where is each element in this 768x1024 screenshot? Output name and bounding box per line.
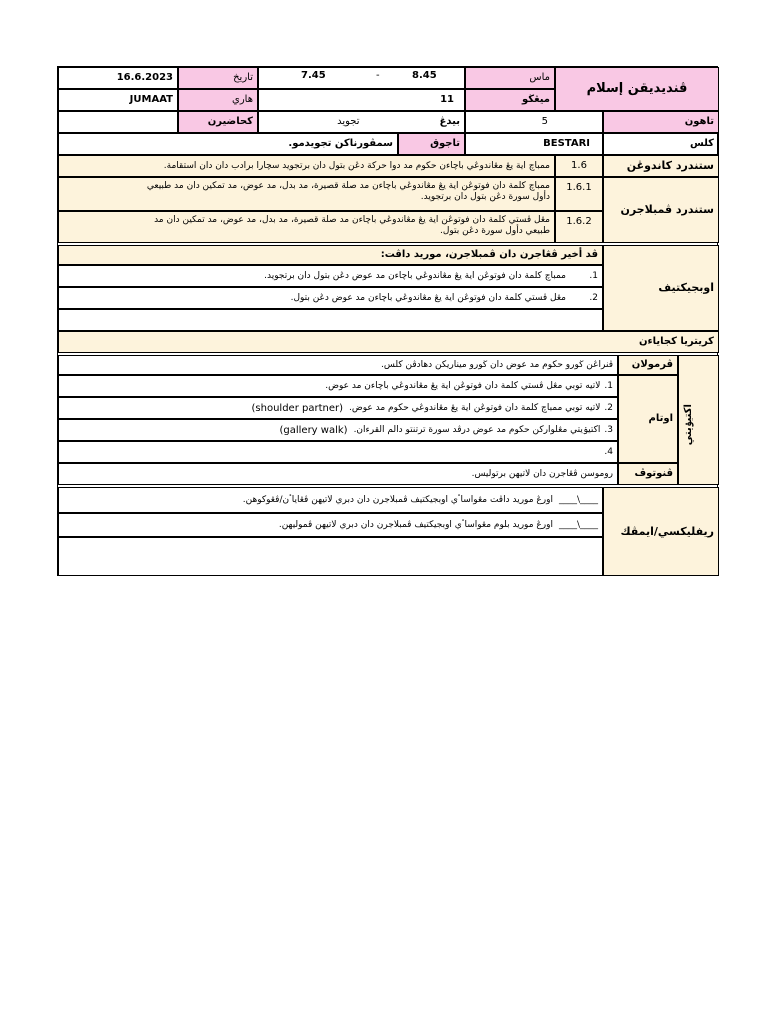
time-value [258,67,465,89]
content-standard-text-value: ممباچ اية يڠ مڠاندوڠي باچاءن حكوم مد دوا حركة دڠن بتول دان برتجويد سچارا برادب دان دان استقامة. [163,160,550,171]
main-item-1 [58,375,618,397]
main-item-2-text: لاتيه توبي ممباچ كلمة دان فوتوڠن اية يڠ مڠاندوڠي حكوم مد عوض. [349,402,601,413]
reflection-1-blank: ____\____ [558,494,598,505]
closing-text-value: روموسن ڤڠاجرن دان لاتيهن برتوليس. [471,468,613,479]
topic-value [58,133,398,155]
week-value [258,89,465,111]
objectives-heading-text: ڤد أخير ڤڠاجرن دان ڤمبلاجرن، موريد داڤت: [380,249,598,260]
week-label-text: ميڠڬو [521,94,550,105]
learning-standard-code-2 [555,211,603,243]
main-item-4-num: 4. [604,446,613,457]
content-standard-code-text: 1.6 [571,160,587,171]
main-item-3-tag: (gallery walk) [279,424,348,436]
date-value [58,67,178,89]
closing-text [58,463,618,485]
day-value [58,89,178,111]
objective-row-empty [58,309,603,331]
main-item-4 [58,441,618,463]
objectives-heading [58,245,603,265]
time-end: 8.45 [412,70,437,81]
learning-standard-code-2-text: 1.6.2 [566,216,592,227]
time-dash: - [376,70,380,81]
main-item-2-tag: (shoulder partner) [251,402,343,414]
year-value-text: 5 [541,116,548,127]
objective-1-num: 1. [589,270,598,281]
main-item-2-num: 2. [604,402,613,413]
time-label [465,67,555,89]
learning-standard-2-line2: طبيعي دأول سورة دڠن بتول. [439,226,550,236]
topic-label [398,133,465,155]
objectives-label-text: اوبجيكتيف [658,281,714,294]
reflection-item-2 [58,513,603,537]
opening-label-text: ڤرمولان [631,359,673,370]
objectives-label [603,245,719,331]
topic-label-text: تاجوق [430,138,460,149]
reflection-empty [58,537,603,576]
topic-value-text: سمڤورناكن تجويدمو. [288,138,393,149]
year-label [603,111,719,133]
reflection-item-1 [58,487,603,513]
objective-2-num: 2. [589,292,598,303]
class-value [465,133,603,155]
learning-standard-label [603,177,719,243]
content-standard-text [58,155,555,177]
subject-title-text: ڤنديديقن إسلام [586,81,688,96]
learning-standard-label-text: ستندرد ڤمبلاجرن [620,203,714,216]
attendance-value [58,111,178,133]
activities-side-label: اكتيۏيتي [683,404,694,446]
closing-label [618,463,678,485]
field-value-text: تجويد [337,116,360,127]
date-label [178,67,258,89]
attendance-label [178,111,258,133]
content-standard-code [555,155,603,177]
year-value [465,111,603,133]
learning-standard-code-1 [555,177,603,211]
learning-standard-1-line2: دأول سورة دڠن بتول دان برتجويد. [420,192,550,202]
class-label [603,133,719,155]
main-item-3-num: 3. [604,424,613,435]
field-value [258,111,465,133]
week-label [465,89,555,111]
main-item-2 [58,397,618,419]
date-value-text: 16.6.2023 [116,72,173,83]
reflection-2-blank: ____\____ [558,519,598,530]
attendance-label-text: كحاضيرن [207,116,253,127]
success-criteria-label: كريتريا كجاياءن [638,336,714,347]
main-item-1-text: لاتيه توبي مڠل ڤستي كلمة دان فوتوڠن اية يڠ مڠاندوڠي باچاءن مد عوض. [325,380,601,391]
time-label-text: ماس [529,72,550,83]
learning-standard-item-1 [58,177,555,211]
day-label [178,89,258,111]
day-label-text: هاري [232,94,253,105]
day-value-text: JUMAAT [129,94,173,105]
reflection-label-text: ريفليكسي/ايمڤك [620,524,714,538]
learning-standard-code-1-text: 1.6.1 [566,182,592,193]
objective-row-1 [58,265,603,287]
main-item-1-num: 1. [604,380,613,391]
time-start: 7.45 [301,70,326,81]
success-criteria-row [58,331,719,353]
content-standard-label-text: ستندرد كاندوڠن [626,159,714,172]
content-standard-label [603,155,719,177]
class-value-text: BESTARI [543,138,590,149]
reflection-label [603,487,719,576]
reflection-2-text: اورڠ موريد بلوم مڠواساٴي اوبجيكتيف ڤمبلاجرن دان دبري لاتيهن ڤموليهن. [278,519,553,530]
opening-label [618,355,678,375]
objective-row-2 [58,287,603,309]
learning-standard-1-line1: ممباچ كلمة دان فوتوڠن اية يڠ مڠاندوڠي باچاءن مد صلة قصيرة، مد بدل، مد عوض، مد تمكين دان مد طبيعي [146,181,550,191]
reflection-1-text: اورڠ موريد داڤت مڠواساٴي اوبجيكتيف ڤمبلاجرن دان دبري لاتيهن ڤڠاياٴن/ڤڠوكوهن. [242,494,553,505]
activities-side-column [678,355,719,485]
closing-label-text: ڤنوتوڤ [634,468,673,479]
objective-2-text: مڠل ڤستي كلمة دان فوتوڠن اية يڠ مڠاندوڠي باچاءن مد عوض دڠن بتول. [290,292,566,303]
week-value-text: 11 [440,94,454,105]
main-item-3-text: اكتيۏيتي مڠلواركن حكوم مد عوض درڤد سورة ترتنتو دالم القرءان. [353,424,601,435]
opening-text [58,355,618,375]
learning-standard-item-2 [58,211,555,243]
learning-standard-2-line1: مڠل ڤستي كلمة دان فوتوڠن اية يڠ مڠاندوڠي باچاءن مد صلة قصيرة، مد بدل، مد عوض، مد تمكين دان مد [154,215,550,225]
main-label [618,375,678,463]
year-label-text: تاهون [684,116,714,127]
field-label-text: بيدڠ [439,116,460,127]
main-item-3 [58,419,618,441]
main-label-text: اوتام [648,413,673,424]
opening-text-value: ڤنراڠن ڬورو حكوم مد عوض دان ڬورو ميناريكن دهادڤن كلس. [381,359,613,370]
objective-1-text: ممباچ كلمة دان فوتوڠن اية يڠ مڠاندوڠي باچاءن مد عوض دڠن بتول دان برتجويد. [264,270,566,281]
lesson-plan-sheet [57,66,718,576]
date-label-text: تاريخ [233,72,253,83]
subject-title [555,67,719,111]
class-label-text: كلس [689,138,714,149]
